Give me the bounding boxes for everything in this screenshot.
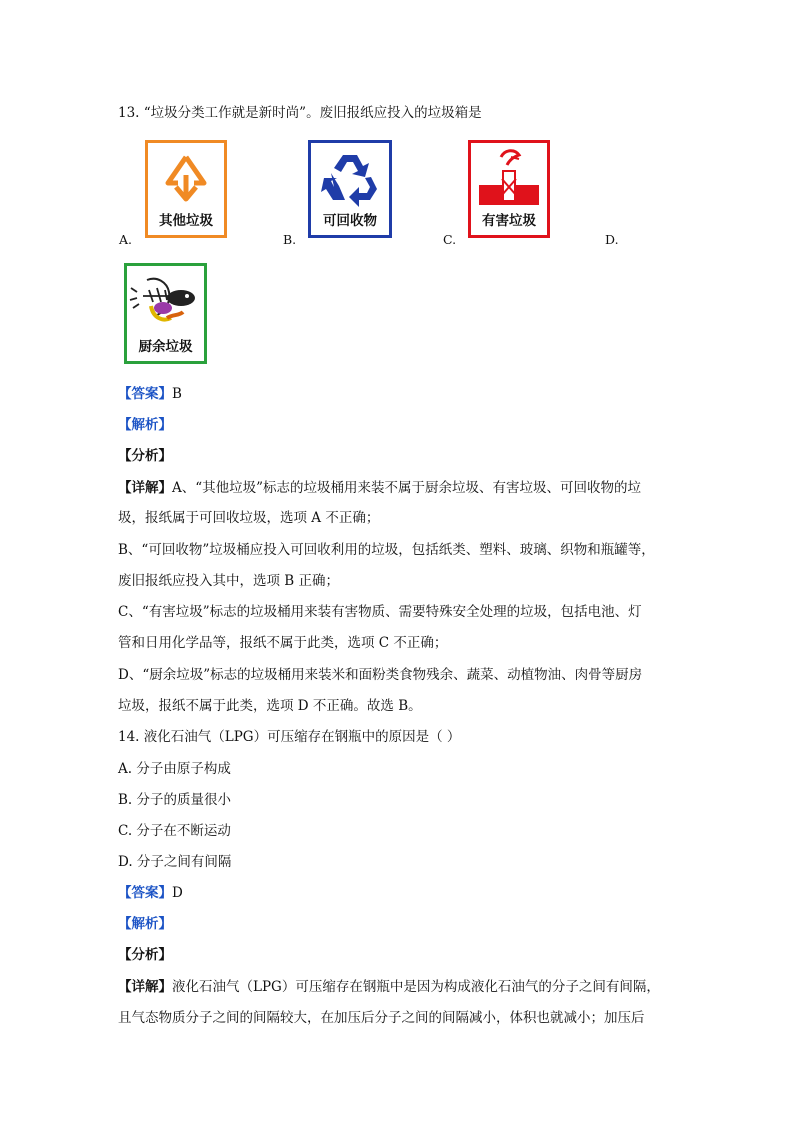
detail-text: 液化石油气（LPG）可压缩存在钢瓶中是因为构成液化石油气的分子之间有间隔， (172, 979, 660, 995)
bin-label-other: 其他垃圾 (159, 213, 213, 229)
bin-recyclable (308, 140, 392, 238)
bin-hazardous (468, 140, 550, 238)
q13-fenxi-heading: 【分析】 (118, 448, 172, 464)
q13-answer (118, 385, 182, 403)
detail-tag: 【详解】 (118, 979, 172, 995)
kitchen-waste-fishbone-icon (127, 268, 204, 334)
q13-detail-line: C、“有害垃圾”标志的垃圾桶用来装有害物质、需要特殊安全处理的垃圾，包括电池、灯 (118, 604, 642, 620)
q14-analysis-heading: 【解析】 (118, 916, 172, 932)
q13-detail-line: 废旧报纸应投入其中，选项 B 正确； (118, 573, 340, 589)
option-c-letter: C. (443, 232, 457, 247)
q13-stem: 13. “垃圾分类工作就是新时尚”。废旧报纸应投入的垃圾箱是 (118, 105, 482, 121)
answer-tag: 【答案】 (118, 386, 172, 402)
bin-label-hazardous: 有害垃圾 (482, 213, 536, 229)
q13-detail-line (118, 479, 641, 497)
q14-detail-line (118, 978, 660, 996)
q14-option: A. 分子由原子构成 (118, 761, 231, 777)
other-waste-arrow-icon (148, 147, 224, 207)
option-a-letter: A. (119, 232, 133, 247)
detail-tag: 【详解】 (118, 480, 172, 496)
bin-other-waste (145, 140, 227, 238)
q13-detail-line: 管和日用化学品等，报纸不属于此类，选项 C 不正确； (118, 635, 448, 651)
q14-option: C. 分子在不断运动 (118, 823, 231, 839)
bin-label-recyclable: 可回收物 (323, 213, 377, 229)
q13-detail-line: B、“可回收物”垃圾桶应投入可回收利用的垃圾，包括纸类、塑料、玻璃、织物和瓶罐等， (118, 542, 655, 558)
option-b-letter: B. (283, 232, 297, 247)
q13-analysis-heading: 【解析】 (118, 417, 172, 433)
q14-stem: 14. 液化石油气（LPG）可压缩存在钢瓶中的原因是（ ） (118, 729, 461, 745)
bin-kitchen-waste (124, 263, 207, 364)
q14-fenxi-heading: 【分析】 (118, 947, 172, 963)
recycle-icon (311, 147, 389, 209)
hazardous-battery-icon (471, 145, 547, 207)
q14-option: B. 分子的质量很小 (118, 792, 232, 808)
q14-option: D. 分子之间有间隔 (118, 854, 232, 870)
q13-detail-line: 垃圾，报纸不属于此类，选项 D 不正确。故选 B。 (118, 698, 422, 714)
answer-value: B (172, 386, 182, 402)
option-d-letter: D. (605, 232, 619, 247)
answer-tag: 【答案】 (118, 885, 172, 901)
q14-answer (118, 884, 183, 902)
bin-label-kitchen: 厨余垃圾 (138, 339, 193, 355)
detail-text: A、“其他垃圾”标志的垃圾桶用来装不属于厨余垃圾、有害垃圾、可回收物的垃 (172, 480, 642, 496)
q13-detail-line: 圾，报纸属于可回收垃圾，选项 A 不正确； (118, 510, 380, 526)
q13-detail-line: D、“厨余垃圾”标志的垃圾桶用来装米和面粉类食物残余、蔬菜、动植物油、肉骨等厨房 (118, 667, 643, 683)
answer-value: D (172, 885, 183, 901)
q14-detail-line: 且气态物质分子之间的间隔较大，在加压后分子之间的间隔减小，体积也就减小；加压后 (118, 1010, 645, 1026)
